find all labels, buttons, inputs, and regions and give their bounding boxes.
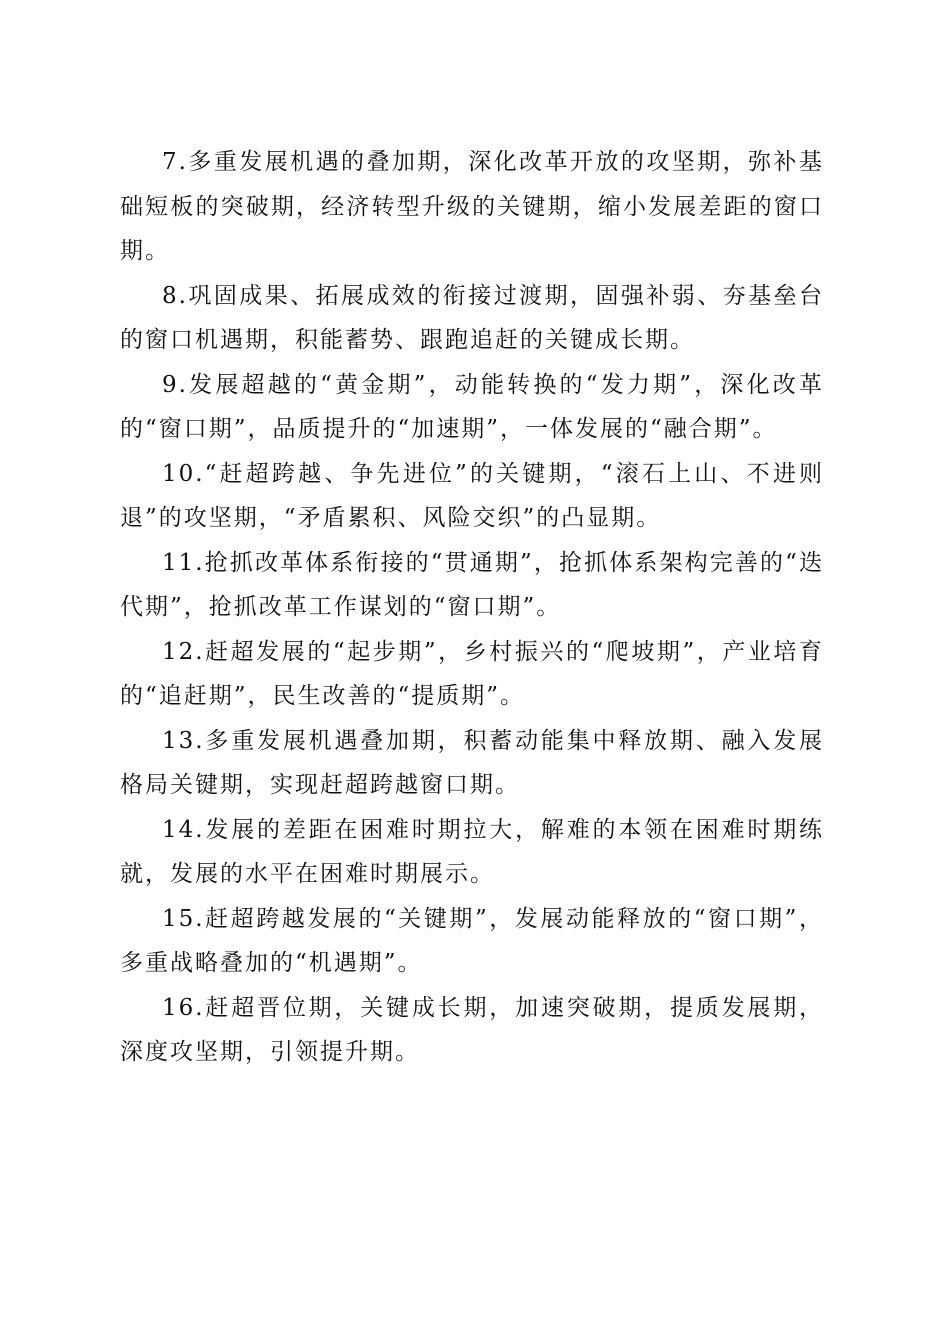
paragraph-11: 11.抢抓改革体系衔接的“贯通期”，抢抓体系架构完善的“迭代期”，抢抓改革工作谋划的“窗口期”。 [120,549,824,620]
paragraph-10: 10.“赶超跨越、争先进位”的关键期，“滚石上山、不进则退”的攻坚期，“矛盾累积、风险交织”的凸显期。 [120,460,824,531]
paragraph-9: 9.发展超越的“黄金期”，动能转换的“发力期”，深化改革的“窗口期”，品质提升的“加速期”，一体发展的“融合期”。 [120,371,824,442]
paragraph-15: 15.赶超跨越发展的“关键期”，发展动能释放的“窗口期”，多重战略叠加的“机遇期”。 [120,905,824,976]
paragraph-13: 13.多重发展机遇叠加期，积蓄动能集中释放期、融入发展格局关键期，实现赶超跨越窗口期。 [120,727,824,798]
paragraph-8: 8.巩固成果、拓展成效的衔接过渡期，固强补弱、夯基垒台的窗口机遇期，积能蓄势、跟跑追赶的关键成长期。 [120,282,824,353]
paragraph-7: 7.多重发展机遇的叠加期，深化改革开放的攻坚期，弥补基础短板的突破期，经济转型升级的关键期，缩小发展差距的窗口期。 [120,149,824,264]
paragraph-12: 12.赶超发展的“起步期”，乡村振兴的“爬坡期”，产业培育的“追赶期”，民生改善的“提质期”。 [120,638,824,709]
paragraph-14: 14.发展的差距在困难时期拉大，解难的本领在困难时期练就，发展的水平在困难时期展示。 [120,816,824,887]
paragraph-16: 16.赶超晋位期，关键成长期，加速突破期，提质发展期，深度攻坚期，引领提升期。 [120,994,824,1065]
document-body [120,140,824,1075]
